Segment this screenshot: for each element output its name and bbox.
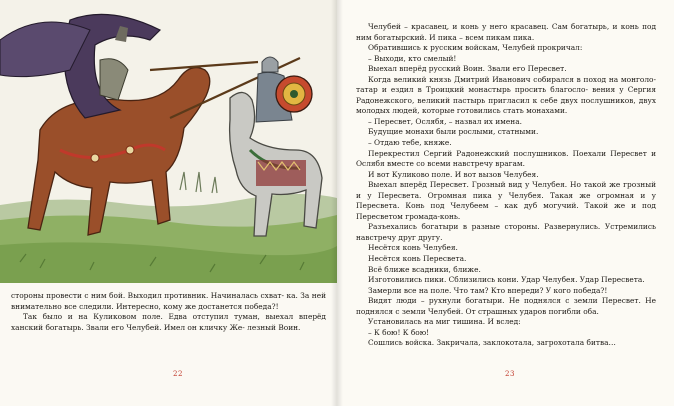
paragraph: Обратившись к русским войскам, Челубей прокричал: [368,43,583,53]
paragraph: Перекрестил Сергий Радонежский послушников. Поехали Пересвет и Ослябя вместе со всеми навстречу врагам. [356,148,656,169]
paragraph: Видят люди – рухнули богатыри. Не поднялся с земли Пересвет. Не поднялся с земли Челубей. От страшных ударов погибли оба. [356,296,656,316]
page-number: 23 [505,370,515,378]
paragraph: Несётся конь Пересвета. [368,254,467,264]
book-gutter [331,0,343,406]
paragraph: Замерли все на поле. Что там? Кто впереди? У кого победа?! [368,285,608,295]
paragraph: Несётся конь Челубея. [368,243,458,253]
paragraph: – Отдаю тебе, княже. [368,138,452,148]
paragraph: Сошлись войска. Закричала, заклокотала, загрохотала битва… [368,338,616,348]
paragraph: стороны провести с ним бой. Выходил противник. Начиналась схват- ка. За ней внимательно все следили. Интересно, кому же достанется победа?! [11,291,327,311]
right-page-text [356,22,656,349]
paragraph: – Пересвет, Ослябя, – назвал их имена. [368,116,522,126]
paragraph: Установилась на миг тишина. И вслед: [368,317,521,327]
paragraph: Всё ближе всадники, ближе. [368,264,481,274]
battle-illustration [0,0,337,283]
paragraph: Когда великий князь Дмитрий Иванович собирался в поход на монголо-татар и ездил в Троицкий монастырь просить благосло- вения у Сергия Радонежского, великий пастырь пригласил к себе двух послушников, двух молодых людей, которые готовились стать монахами. [356,74,656,116]
paragraph: – К бою! К бою! [368,327,430,337]
paragraph: Челубей – красавец, и конь у него красавец. Сам богатырь, и конь под ним богатырский. И пика – всем пикам пика. [356,22,656,42]
paragraph: Разъехались богатыри в разные стороны. Развернулись. Устремились навстречу друг другу. [356,222,656,242]
paragraph: Будущие монахи были рослыми, статными. [368,127,539,137]
paragraph: Так было и на Куликовом поле. Едва отступил туман, выехал вперёд ханский богатырь. Звали его Челубей. Имел он кличку Же- лезный Воин. [11,312,326,332]
paragraph: Выехал вперёд русский Воин. Звали его Пересвет. [368,64,567,74]
paragraph: Изготовились пики. Сблизились кони. Удар Челубея. Удар Пересвета. [368,275,645,285]
right-page [337,0,674,406]
paragraph: И вот Куликово поле. И вот вызов Челубея. [368,169,539,179]
page-number: 22 [173,370,183,378]
paragraph: – Выходи, кто смелый! [368,53,457,63]
left-page-text [11,291,326,333]
paragraph: Выехал вперёд Пересвет. Грозный вид у Челубея. Но такой же грозный и у Пересвета. Огромная пика у Челубея. Такая же огромная и у Пересвета. Конь под Челубеем – как дуб могучий. Такой же и под Пересветом громада-конь. [356,180,656,221]
